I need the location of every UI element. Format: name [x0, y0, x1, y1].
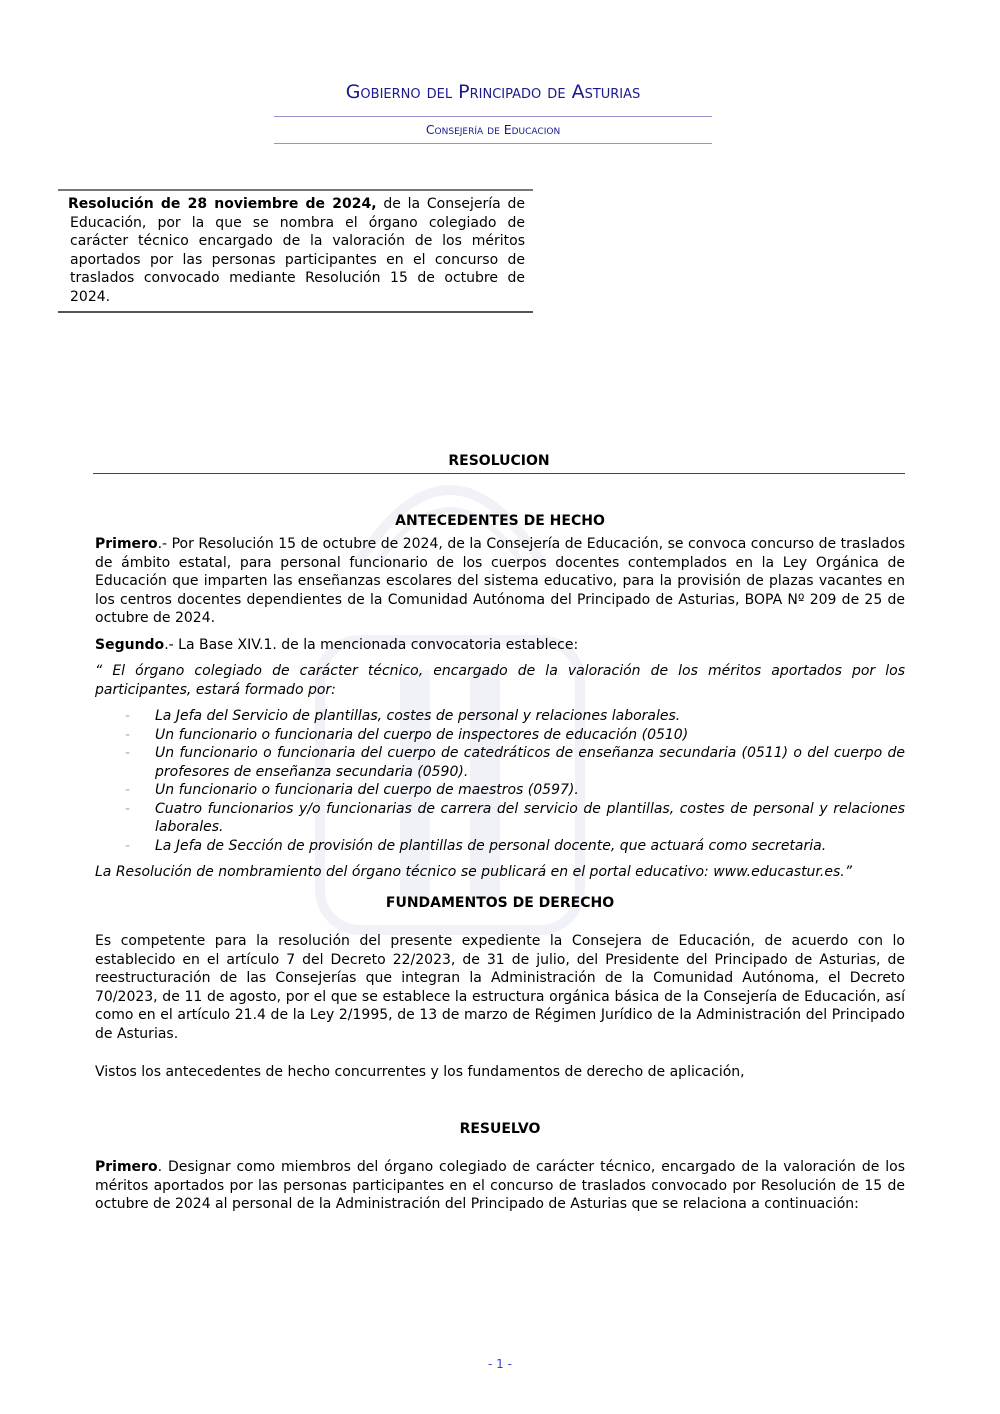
- list-item: [125, 781, 905, 800]
- list-item: [125, 726, 905, 745]
- primero-text: .- Por Resolución 15 de octubre de 2024, de la Consejería de Educación, se convoca concurso de traslados de ámbito estatal, para personal funcionario de los cuerpos docentes contemplados en la Ley Orgánica de Educación que imparten las enseñanzas escolares del sistema educativo, para la provisión de plazas vacantes en los centros docentes dependientes de la Comunidad Autónoma del Principado de Asturias, BOPA Nº 209 de 25 de octubre de 2024.: [95, 536, 905, 626]
- resuelvo-primero-label: Primero: [95, 1159, 158, 1175]
- primero-label: Primero: [95, 536, 158, 552]
- resolution-summary-box: [58, 189, 533, 313]
- government-name: Gobierno del Principado de Asturias: [345, 81, 641, 103]
- member-text: Un funcionario o funcionaria del cuerpo de inspectores de educación (0510): [155, 726, 689, 743]
- member-text: Un funcionario o funcionaria del cuerpo de maestros (0597).: [155, 782, 579, 798]
- dash-bullet-icon: -: [125, 726, 131, 743]
- member-text: Cuatro funcionarios y/o funcionarias de carrera del servicio de plantillas, costes de personal y relaciones laborales.: [155, 800, 905, 835]
- document-body: [95, 452, 905, 1214]
- page-number: - 1 -: [488, 1357, 512, 1371]
- members-list: [95, 707, 905, 855]
- quote-outro: La Resolución de nombramiento del órgano técnico se publicará en el portal educativo: www.educastur.es.”: [95, 864, 852, 880]
- member-text: La Jefa del Servicio de plantillas, costes de personal y relaciones laborales.: [155, 708, 681, 724]
- dash-bullet-icon: -: [125, 800, 131, 817]
- dash-bullet-icon: -: [125, 745, 131, 761]
- vistos-text: Vistos los antecedentes de hecho concurrentes y los fundamentos de derecho de aplicación,: [95, 1064, 745, 1080]
- list-item: [125, 707, 905, 726]
- dash-bullet-icon: -: [125, 782, 131, 798]
- quote-intro: “ El órgano colegiado de carácter técnico, encargado de la valoración de los méritos aportados por los participantes, estará formado por:: [95, 663, 905, 698]
- department-name: Consejería de Educacion: [425, 122, 561, 137]
- segundo-label: Segundo: [95, 636, 165, 653]
- member-text: La Jefa de Sección de provisión de plantillas de personal docente, que actuará como secretaria.: [155, 837, 827, 854]
- segundo-text: .- La Base XIV.1. de la mencionada convocatoria establece:: [164, 636, 579, 653]
- fundamentos-title: FUNDAMENTOS DE DERECHO: [385, 894, 615, 911]
- antecedentes-title: ANTECEDENTES DE HECHO: [395, 512, 605, 529]
- summary-paragraph: [70, 195, 533, 307]
- resuelvo-title: RESUELVO: [459, 1120, 541, 1137]
- antecedentes-primero: [95, 535, 905, 628]
- list-item: [125, 800, 905, 837]
- resolution-title: RESOLUCION: [93, 452, 905, 474]
- dash-bullet-icon: -: [125, 837, 131, 854]
- summary-lead: Resolución de 28 noviembre de 2024,: [68, 196, 377, 212]
- summary-text: de la Consejería de Educación, por la que se nombra el órgano colegiado de carácter técnico encargado de la valoración de los méritos aportados por las personas participantes en el concurso de traslados convocado mediante Resolución 15 de octubre de 2024.: [70, 196, 526, 305]
- fundamentos-text: Es competente para la resolución del presente expediente la Consejera de Educación, de acuerdo con lo establecido en el artículo 7 del Decreto 22/2023, de 31 de julio, del Presidente del Principado de Asturias, de reestructuración de las Consejerías que integran la Administración de la Comunidad Autónoma, el Decreto 70/2023, de 11 de agosto, por el que se establece la estructura orgánica básica de la Consejería de Educación, así como en el artículo 21.4 de la Ley 2/1995, de 13 de marzo de Régimen Jurídico de la Administración del Principado de Asturias.: [95, 933, 905, 1042]
- header-rule-bottom: [274, 143, 712, 144]
- letterhead: [274, 80, 712, 144]
- list-item: [125, 744, 905, 781]
- resuelvo-primero: [95, 1158, 905, 1214]
- member-text: Un funcionario o funcionaria del cuerpo de catedráticos de enseñanza secundaria (0511) o del cuerpo de profesores de enseñanza secundaria (0590).: [155, 745, 905, 780]
- list-item: [125, 837, 905, 856]
- antecedentes-segundo: [95, 636, 905, 655]
- dash-bullet-icon: -: [125, 708, 131, 724]
- resuelvo-primero-text: . Designar como miembros del órgano colegiado de carácter técnico, encargado de la valoración de los méritos aportados por las personas participantes en el concurso de traslados convocado por Resolución de 15 de octubre de 2024 al personal de la Administración del Principado de Asturias que se relaciona a continuación:: [95, 1159, 905, 1212]
